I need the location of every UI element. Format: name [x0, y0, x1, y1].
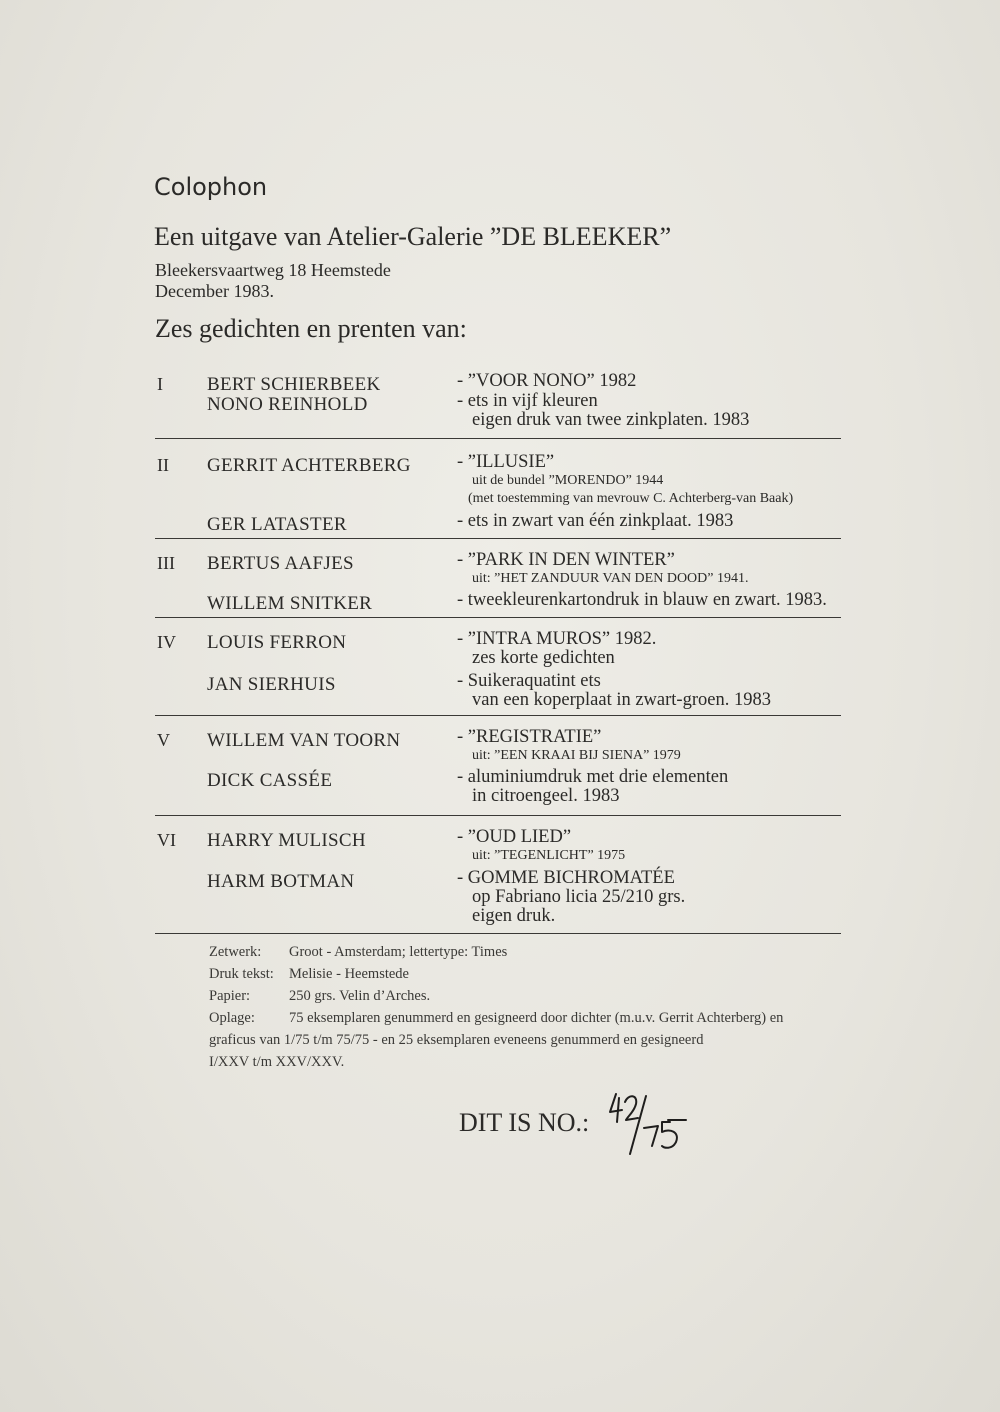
artist-name: JAN SIERHUIS: [207, 674, 336, 695]
poem-info: [457, 372, 636, 391]
publisher-line: Een uitgave van Atelier-Galerie ”DE BLEEKER”: [154, 222, 672, 251]
entry-number: VI: [157, 830, 176, 850]
poem-info: [457, 728, 681, 765]
print-technique: - ets in zwart van één zinkplaat. 1983: [457, 511, 734, 531]
entry-number: V: [157, 730, 170, 750]
print-technique: - Suikeraquatint ets: [457, 671, 601, 691]
poem-title: - ”VOOR NONO” 1982: [457, 371, 637, 391]
print-detail: eigen druk van twee zinkplaten. 1983: [472, 410, 750, 430]
poem-source: uit: ”HET ZANDUUR VAN DEN DOOD” 1941.: [472, 571, 749, 586]
print-info: [457, 672, 771, 710]
poem-source: uit: ”EEN KRAAI BIJ SIENA” 1979: [472, 748, 681, 763]
artist-name: DICK CASSÉE: [207, 770, 333, 791]
poem-title: - ”OUD LIED”: [457, 827, 572, 847]
print-info: [457, 392, 749, 430]
poem-info: [457, 551, 749, 588]
address-street: Bleekersvaartweg 18 Heemstede: [155, 260, 391, 280]
print-technique: - tweekleurenkartondruk in blauw en zwart. 1983.: [457, 590, 827, 610]
note-value: Groot - Amsterdam; lettertype: Times: [289, 944, 508, 960]
poem-title: - ”INTRA MUROS” 1982.: [457, 629, 657, 649]
poem-source: uit: ”TEGENLICHT” 1975: [472, 848, 626, 863]
note-continuation: I/XXV t/m XXV/XXV.: [209, 1054, 345, 1070]
address-block: [155, 260, 391, 302]
print-detail: op Fabriano licia 25/210 grs.: [472, 887, 686, 907]
note-value: 75 eksemplaren genummerd en gesigneerd door dichter (m.u.v. Gerrit Achterberg) en: [289, 1010, 784, 1026]
print-detail: in citroengeel. 1983: [472, 786, 620, 806]
entries-list: [155, 368, 841, 934]
edition-number-label: DIT IS NO.:: [459, 1108, 590, 1137]
note-label: Oplage:: [209, 1010, 255, 1026]
note-value: 250 grs. Velin d’Arches.: [289, 988, 431, 1004]
poem-permission: (met toestemming van mevrouw C. Achterberg-van Baak): [468, 491, 794, 506]
artist-name: HARM BOTMAN: [207, 871, 355, 892]
print-info: [457, 768, 728, 806]
print-technique: - ets in vijf kleuren: [457, 391, 598, 411]
poet-name: HARRY MULISCH: [207, 830, 366, 851]
entry: [155, 368, 841, 439]
poet-name: LOUIS FERRON: [207, 632, 347, 653]
print-info: [457, 591, 827, 610]
page-title: Colophon: [154, 173, 268, 201]
artist-name: WILLEM SNITKER: [207, 593, 373, 614]
handwritten-edition-number: [600, 1086, 700, 1164]
poet-name: BERT SCHIERBEEK: [207, 374, 381, 395]
print-info: [457, 869, 685, 926]
poem-title: - ”PARK IN DEN WINTER”: [457, 550, 675, 570]
poem-info: [457, 630, 656, 668]
poem-info: [457, 453, 793, 508]
address-date: December 1983.: [155, 281, 274, 301]
entry-number: III: [157, 553, 175, 573]
print-technique: - GOMME BICHROMATÉE: [457, 868, 675, 888]
poem-note: zes korte gedichten: [472, 648, 615, 668]
poet-name: BERTUS AAFJES: [207, 553, 354, 574]
note-value: Melisie - Heemstede: [289, 966, 409, 982]
poem-title: - ”ILLUSIE”: [457, 452, 555, 472]
poem-title: - ”REGISTRATIE”: [457, 727, 602, 747]
entry: [155, 816, 841, 934]
poet-name: WILLEM VAN TOORN: [207, 730, 401, 751]
entry-number: IV: [157, 632, 176, 652]
print-info: [457, 512, 733, 531]
entry-number: II: [157, 455, 169, 475]
print-detail: van een koperplaat in zwart-groen. 1983: [472, 690, 771, 710]
note-label: Druk tekst:: [209, 966, 274, 982]
print-technique: - aluminiumdruk met drie elementen: [457, 767, 729, 787]
entry: [155, 539, 841, 618]
entry: [155, 716, 841, 816]
poem-source: uit de bundel ”MORENDO” 1944: [472, 473, 664, 488]
poem-info: [457, 828, 625, 865]
entry: [155, 618, 841, 716]
production-notes: [209, 944, 849, 1076]
artist-name: GER LATASTER: [207, 514, 347, 535]
note-continuation: graficus van 1/75 t/m 75/75 - en 25 eksemplaren eveneens genummerd en gesigneerd: [209, 1032, 704, 1048]
print-detail: eigen druk.: [472, 906, 556, 926]
poet-name: GERRIT ACHTERBERG: [207, 455, 411, 476]
note-label: Papier:: [209, 988, 251, 1004]
note-label: Zetwerk:: [209, 944, 262, 960]
subtitle: Zes gedichten en prenten van:: [155, 314, 467, 343]
entry-number: I: [157, 374, 163, 394]
artist-name: NONO REINHOLD: [207, 394, 368, 415]
entry: [155, 439, 841, 539]
